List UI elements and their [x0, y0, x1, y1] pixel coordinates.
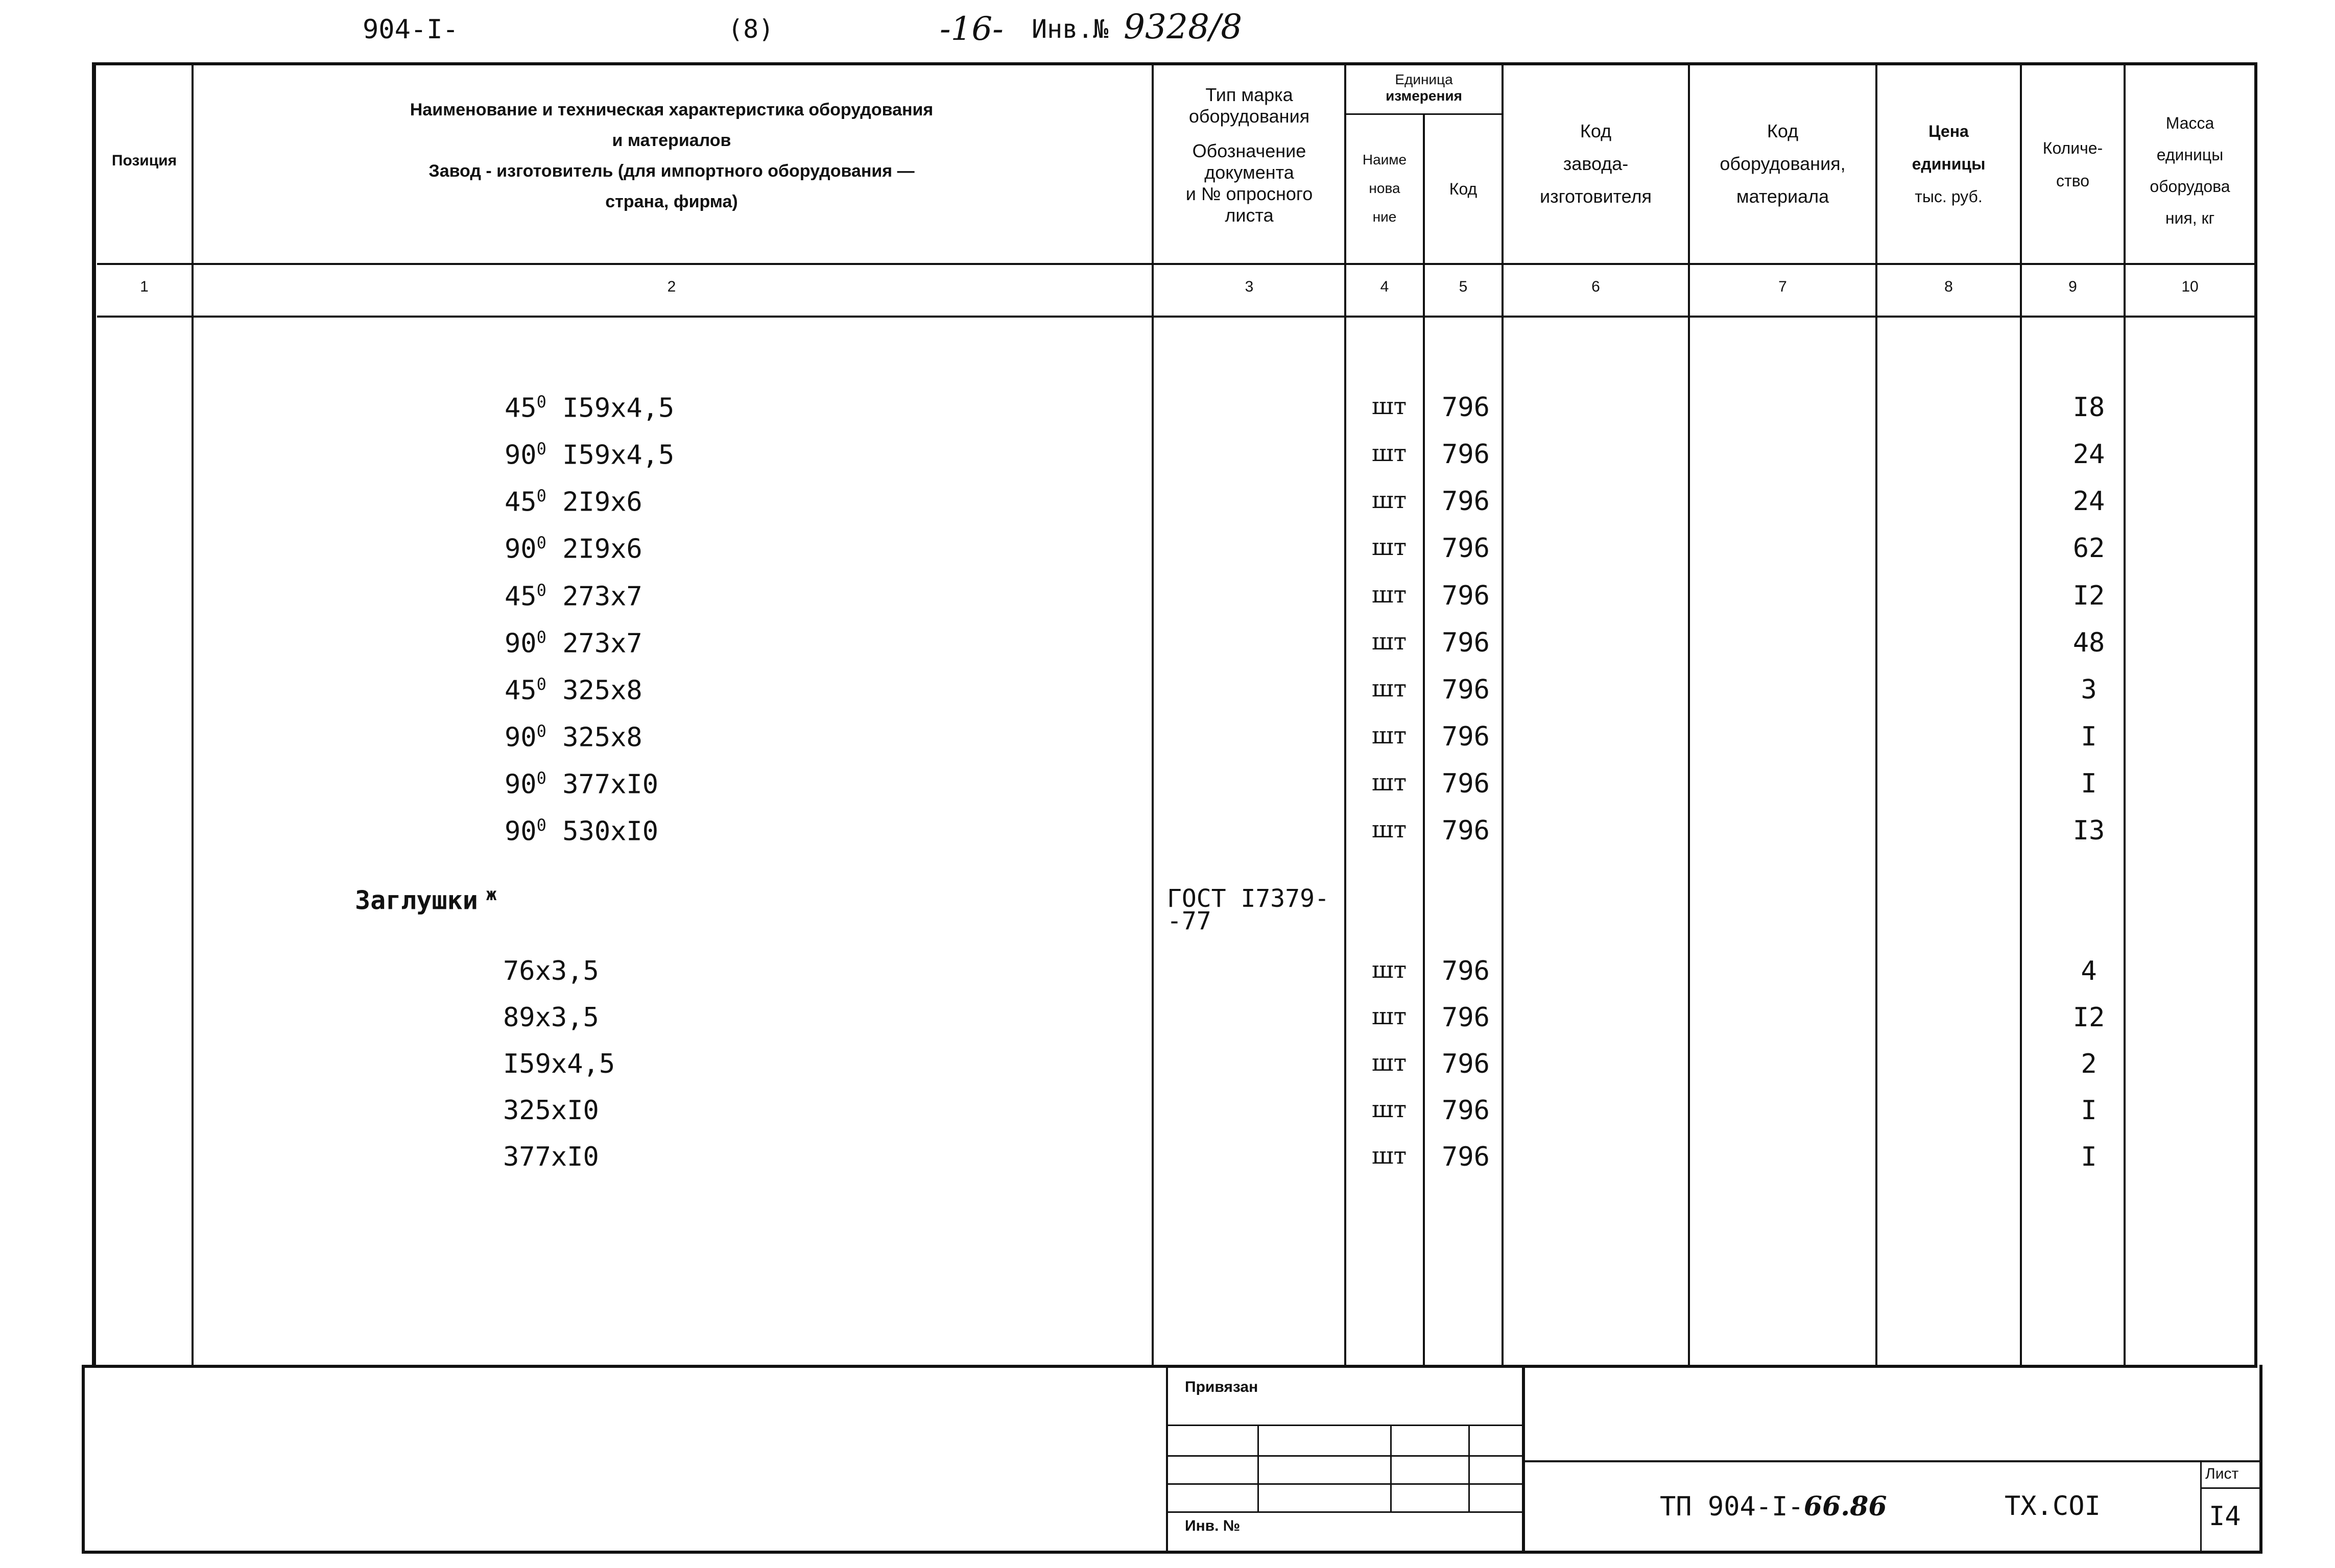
header-quantity-l2: ство — [2056, 172, 2090, 190]
unit-code: 796 — [1442, 1095, 1490, 1126]
quantity: 24 — [2072, 439, 2105, 470]
header-equipment-code-l1: Код — [1767, 120, 1799, 141]
col-num-6: 6 — [1591, 278, 1600, 295]
header-mass-l1: Масса — [2165, 114, 2214, 132]
unit-code: 796 — [1442, 1142, 1490, 1172]
group-document-l2: -77 — [1167, 907, 1211, 935]
unit-code: 796 — [1442, 768, 1490, 799]
unit-name: шт — [1371, 439, 1407, 467]
item-name: $45^0$ 273x7 — [505, 581, 642, 612]
unit-name: шт — [1371, 1049, 1407, 1076]
table-row — [0, 392, 2335, 437]
header-unit-group — [1346, 71, 1502, 104]
sheet-label: Лист — [2205, 1465, 2239, 1482]
header-unit-name-l3: ние — [1372, 209, 1397, 225]
header-equipment-code-l3: материала — [1736, 186, 1829, 207]
unit-code: 796 — [1442, 721, 1490, 752]
header-type — [1154, 84, 1344, 226]
group-title — [355, 884, 496, 915]
header-mass — [2126, 107, 2254, 234]
item-name: 377xI0 — [503, 1142, 599, 1172]
unit-code: 796 — [1442, 486, 1490, 517]
header-name-l1: Наименование и техническая характеристика оборудования — [410, 100, 934, 119]
item-name: $45^0$ I59x4,5 — [505, 392, 675, 424]
col-num-3: 3 — [1245, 278, 1254, 295]
unit-name: шт — [1371, 815, 1407, 843]
document-code — [1660, 1491, 1887, 1522]
header-name-l3: Завод - изготовитель (для импортного оборудования — — [428, 161, 915, 181]
paren-number: (8) — [728, 14, 774, 44]
header-unit-name-l2: нова — [1369, 180, 1400, 196]
group-title-text: Заглушки — [355, 885, 478, 915]
frame-top — [92, 62, 2257, 65]
header-price — [1877, 115, 2020, 213]
number-row-divider — [97, 316, 2254, 318]
header-quantity-l1: Количе- — [2042, 139, 2103, 157]
table-row — [0, 533, 2335, 578]
quantity: 24 — [2072, 486, 2105, 517]
unit-code: 796 — [1442, 674, 1490, 705]
item-name: $45^0$ 2I9x6 — [505, 486, 642, 518]
stamp-vline-3 — [1468, 1425, 1470, 1511]
table-row — [0, 486, 2335, 531]
quantity: I — [2081, 1095, 2097, 1126]
quantity: 2 — [2081, 1049, 2097, 1079]
header-plant-code-l1: Код — [1580, 120, 1612, 141]
unit-name: шт — [1371, 1002, 1407, 1030]
table-row — [0, 956, 2335, 1001]
item-name: $90^0$ 2I9x6 — [505, 533, 642, 565]
body-bottom — [82, 1365, 2257, 1368]
unit-code: 796 — [1442, 628, 1490, 658]
stamp-right — [1522, 1366, 1525, 1552]
table-row — [0, 439, 2335, 484]
header-equipment-code-l2: оборудования, — [1720, 153, 1846, 174]
header-unit-group-l1: Единица — [1395, 71, 1453, 87]
page-number: -16- — [940, 10, 1004, 48]
inventory-number: 9328/8 — [1124, 7, 1243, 46]
col-num-4: 4 — [1380, 278, 1389, 295]
table-row — [0, 768, 2335, 813]
unit-name: шт — [1371, 674, 1407, 702]
header-name-l4: страна, фирма) — [605, 192, 738, 211]
header-mass-l2: единицы — [2156, 146, 2224, 164]
unit-code: 796 — [1442, 533, 1490, 564]
quantity: I — [2081, 1142, 2097, 1172]
header-divider — [97, 263, 2254, 265]
col-num-2: 2 — [667, 278, 676, 295]
unit-name: шт — [1371, 628, 1407, 655]
header-type-l2: оборудования — [1188, 106, 1310, 127]
quantity: I2 — [2072, 581, 2105, 611]
unit-code: 796 — [1442, 815, 1490, 846]
footer-bottom — [82, 1551, 2262, 1554]
col-num-1: 1 — [140, 278, 149, 295]
table-row — [0, 1095, 2335, 1140]
title-block-top — [1525, 1460, 2259, 1462]
unit-code: 796 — [1442, 1049, 1490, 1079]
header-unit-name — [1346, 146, 1423, 231]
header-name-l2: и материалов — [612, 131, 731, 150]
item-name: $45^0$ 325x8 — [505, 674, 642, 706]
header-type-l4: документа — [1204, 162, 1294, 183]
header-unit-group-l2: измерения — [1386, 88, 1462, 104]
quantity: I8 — [2072, 392, 2105, 423]
header-mass-l4: ния, кг — [2165, 209, 2215, 227]
inventory-label: Инв.№ — [1032, 14, 1109, 44]
header-position: Позиция — [111, 152, 177, 169]
footer-right — [2259, 1365, 2262, 1554]
table-row — [0, 721, 2335, 766]
header-mass-l3: оборудова — [2150, 177, 2230, 196]
document-mark: ТХ.СОI — [2005, 1491, 2101, 1522]
header-quantity — [2022, 132, 2124, 197]
unit-group-divider — [1346, 113, 1503, 115]
header-type-l6: листа — [1225, 205, 1274, 226]
quantity: 3 — [2081, 674, 2097, 705]
quantity: I — [2081, 768, 2097, 799]
quantity: I2 — [2072, 1002, 2105, 1033]
stamp-vline-2 — [1390, 1425, 1392, 1511]
footnote-mark: ж — [486, 884, 497, 905]
header-type-l3: Обозначение — [1192, 140, 1306, 161]
unit-code: 796 — [1442, 392, 1490, 423]
inventory-number-label: Инв. № — [1185, 1517, 1241, 1534]
stamp-vline-1 — [1257, 1425, 1259, 1511]
unit-name: шт — [1371, 768, 1407, 796]
item-name: 89x3,5 — [503, 1002, 599, 1033]
unit-code: 796 — [1442, 581, 1490, 611]
header-price-l1: Цена — [1928, 122, 1969, 140]
bound-label: Привязан — [1185, 1379, 1258, 1395]
unit-code: 796 — [1442, 439, 1490, 470]
header-name — [194, 94, 1149, 217]
unit-name: шт — [1371, 486, 1407, 514]
item-name: I59x4,5 — [503, 1049, 615, 1079]
header-plant-code-l2: завода- — [1563, 153, 1629, 174]
unit-name: шт — [1371, 1095, 1407, 1123]
header-price-l3: тыс. руб. — [1915, 187, 1983, 206]
header-plant-code — [1504, 115, 1688, 213]
unit-name: шт — [1371, 956, 1407, 983]
table-row — [0, 1142, 2335, 1187]
unit-code: 796 — [1442, 1002, 1490, 1033]
unit-code: 796 — [1442, 956, 1490, 986]
col-num-9: 9 — [2068, 278, 2077, 295]
header-unit-code: Код — [1449, 180, 1478, 198]
col-num-8: 8 — [1944, 278, 1953, 295]
item-name: 325xI0 — [503, 1095, 599, 1126]
item-name: 76x3,5 — [503, 956, 599, 986]
unit-name: шт — [1371, 533, 1407, 561]
item-name: $90^0$ 377xI0 — [505, 768, 659, 800]
quantity: 48 — [2072, 628, 2105, 658]
sheet-cell-left — [2200, 1462, 2202, 1552]
unit-name: шт — [1371, 721, 1407, 749]
document-code-prefix: ТП 904-I- — [1660, 1491, 1804, 1522]
item-name: $90^0$ 530xI0 — [505, 815, 659, 847]
quantity: I3 — [2072, 815, 2105, 846]
item-name: $90^0$ I59x4,5 — [505, 439, 675, 471]
group-document-l1: ГОСТ I7379- — [1167, 884, 1329, 913]
series-code: 904-I- — [363, 14, 459, 45]
table-row — [0, 1002, 2335, 1047]
header-type-l1: Тип марка — [1205, 84, 1293, 105]
table-row — [0, 1049, 2335, 1094]
col-num-5: 5 — [1459, 278, 1468, 295]
item-name: $90^0$ 325x8 — [505, 721, 642, 753]
stamp-line-4 — [1168, 1511, 1522, 1513]
quantity: I — [2081, 721, 2097, 752]
table-row — [0, 628, 2335, 672]
unit-name: шт — [1371, 1142, 1407, 1169]
header-type-l5: и № опросного — [1185, 183, 1313, 204]
item-name: $90^0$ 273x7 — [505, 628, 642, 659]
document-code-suffix: 66.86 — [1803, 1491, 1887, 1522]
header-unit-name-l1: Наиме — [1362, 152, 1407, 167]
sheet-number: I4 — [2209, 1501, 2241, 1532]
unit-name: шт — [1371, 581, 1407, 608]
col-num-7: 7 — [1778, 278, 1787, 295]
group-document — [1167, 884, 1329, 935]
unit-name: шт — [1371, 392, 1407, 420]
stamp-left — [1166, 1366, 1168, 1552]
header-price-l2: единицы — [1912, 155, 1986, 173]
quantity: 62 — [2072, 533, 2105, 564]
sheet-cell-divider — [2202, 1487, 2259, 1489]
header-equipment-code — [1690, 115, 1875, 213]
header-plant-code-l3: изготовителя — [1540, 186, 1652, 207]
table-row — [0, 674, 2335, 719]
quantity: 4 — [2081, 956, 2097, 986]
col-num-10: 10 — [2181, 278, 2199, 295]
table-row — [0, 581, 2335, 625]
footer-left — [82, 1365, 85, 1554]
table-row — [0, 815, 2335, 860]
